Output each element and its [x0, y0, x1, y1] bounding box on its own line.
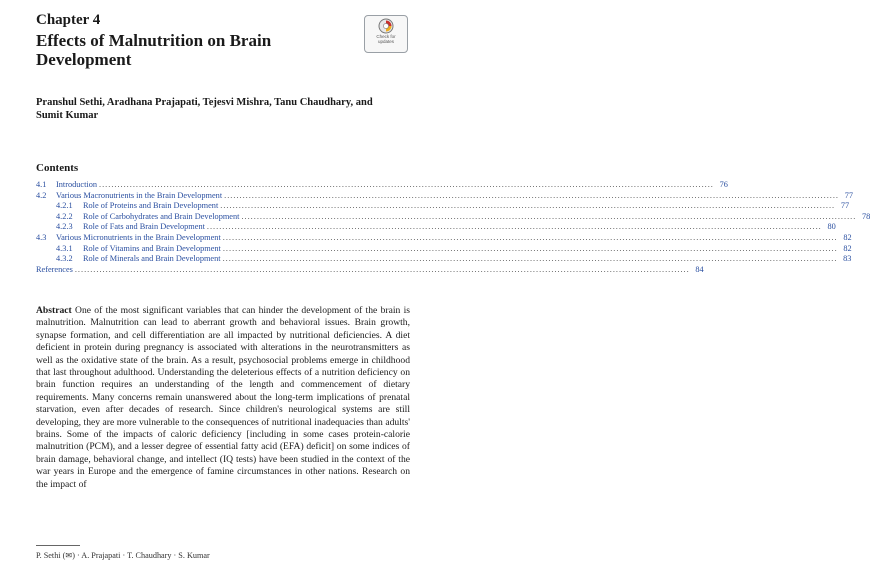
footnote-authors: P. Sethi (✉) · A. Prajapati · T. Chaudhary · S. Kumar [36, 551, 210, 560]
toc-leader-dots: ........................................................................................................................................................................................................ [224, 190, 839, 200]
toc-entry[interactable] [36, 254, 852, 265]
toc-entry-number: 4.3.1 [56, 243, 73, 253]
toc-entry-page: 80 [827, 222, 836, 232]
table-of-contents [36, 180, 870, 275]
toc-entry-title: Various Macronutrients in the Brain Development [56, 190, 223, 200]
toc-entry[interactable] [36, 201, 850, 212]
toc-entry-page: 84 [695, 264, 704, 274]
abstract-paragraph [36, 305, 410, 491]
toc-leader-dots: ........................................................................................................................................................................................................ [74, 264, 690, 274]
toc-leader-dots: ........................................................................................................................................................................................................ [222, 254, 838, 264]
toc-entry-number: 4.2 [36, 190, 47, 200]
toc-entry-number: 4.1 [36, 180, 47, 189]
toc-entry-title: Role of Proteins and Brain Development [83, 201, 219, 211]
chapter-title: Effects of Malnutrition on Brain Development [36, 31, 272, 69]
toc-entry-number: 4.2.1 [56, 201, 73, 211]
toc-entry[interactable] [36, 190, 853, 202]
toc-leader-dots: ........................................................................................................................................................................................................ [241, 211, 857, 221]
footnote-rule [36, 545, 80, 546]
footnote-affiliation-cropped [36, 560, 336, 566]
toc-entry-page: 77 [844, 190, 853, 200]
badge-line-2: updates [377, 39, 394, 44]
toc-entry-page: 83 [843, 254, 852, 264]
toc-entry-number: 4.2.2 [56, 211, 73, 221]
toc-entry-title: References [36, 264, 73, 274]
toc-entry-page: 76 [719, 180, 728, 189]
toc-entry-title: Role of Carbohydrates and Brain Development [83, 211, 240, 221]
contents-heading: Contents [36, 162, 79, 174]
badge-line-1: Check for [376, 34, 396, 39]
toc-entry-number: 4.3.2 [56, 254, 73, 264]
toc-entry-title: Introduction [56, 180, 98, 189]
toc-entry[interactable] [36, 264, 704, 276]
chapter-label: Chapter 4 [36, 12, 101, 28]
crossmark-icon [378, 18, 394, 34]
author-list: Pranshul Sethi, Aradhana Prajapati, Tejesvi Mishra, Tanu Chaudhary, and Sumit Kumar [36, 97, 373, 121]
toc-entry-title: Role of Minerals and Brain Development [83, 254, 221, 264]
abstract-text: One of the most significant variables that can hinder the development of the brain is malnutrition. Malnutrition can lead to aberrant growth and behavioral issues. Brain growth, synapse formation, and cell differentiation are all impacted by nutritional deficiencies. A diet deficient in protein during pregnancy is associated with alterations in the neurotransmitters as well as the oxidative state of the brain. As a result, psychosocial problems emerge in childhood that last throughout adulthood. Understanding the deleterious effects of a nutrition deficiency on brain function requires an understanding of the length and commencement of dietary requirements. Many concerns remain unanswered about the long-term implications of prenatal starvation, even after decades of research. Since children's neurological systems are still developing, they are more vulnerable to the consequences of nutritional inadequacies than adults' brains. Some of the impacts of caloric deficiency [including in some cases protein-calorie malnutrition (PCM), and a lesser degree of essential fatty acid (EFA) deficit] on some indices of brain damage, behavioral change, and intellect (IQ tests) have been studied in the context of the war years in Europe and the emergence of famine circumstances in other nations. Research on the impact of [36, 305, 410, 490]
toc-entry-page: 77 [840, 201, 850, 211]
toc-leader-dots: ........................................................................................................................................................................................................ [220, 201, 836, 211]
toc-entry-number: 4.2.3 [56, 222, 73, 232]
toc-leader-dots: ........................................................................................................................................................................................................ [206, 222, 822, 232]
toc-entry[interactable] [36, 222, 836, 233]
toc-entry[interactable] [36, 211, 870, 223]
toc-leader-dots: ........................................................................................................................................................................................................ [222, 232, 838, 242]
toc-entry-title: Role of Vitamins and Brain Development [83, 243, 221, 253]
toc-entry[interactable] [36, 232, 852, 244]
toc-entry-number: 4.3 [36, 232, 47, 242]
toc-entry-title: Role of Fats and Brain Development [83, 222, 205, 232]
toc-entry-title: Various Micronutrients in the Brain Development [56, 232, 221, 242]
toc-entry[interactable] [36, 243, 852, 255]
toc-entry[interactable] [36, 180, 728, 191]
toc-entry-page: 78 [862, 211, 870, 221]
toc-leader-dots: ........................................................................................................................................................................................................ [99, 180, 714, 189]
toc-entry-page: 82 [843, 243, 852, 253]
abstract-label: Abstract [36, 305, 72, 316]
toc-entry-page: 82 [843, 232, 852, 242]
toc-leader-dots: ........................................................................................................................................................................................................ [222, 243, 838, 253]
check-for-updates-badge[interactable] [364, 15, 408, 53]
